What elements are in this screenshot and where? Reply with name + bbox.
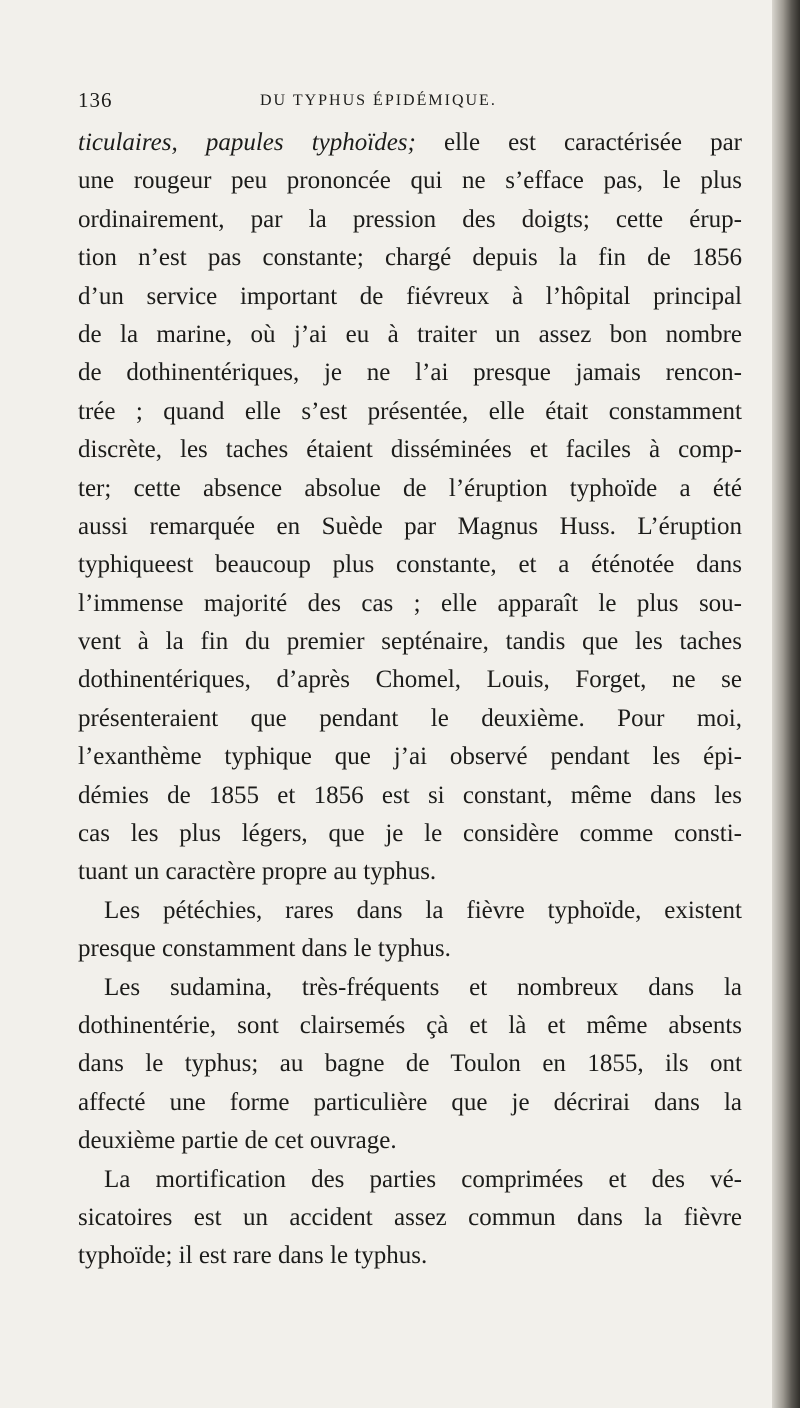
running-title: DU TYPHUS ÉPIDÉMIQUE. [260,92,497,109]
text-line: vent à la fin du premier septénaire, tandis que les taches [78,628,742,656]
page-number: 136 [78,88,113,112]
text-line: typhiqueest beaucoup plus constante, et a éténotée dans [78,551,742,579]
body-text [78,124,742,1276]
text-line: présenteraient que pendant le deuxième. Pour moi, [78,704,742,732]
text-line: de dothinentériques, je ne l’ai presque jamais rencon- [78,359,742,387]
text-line: tion n’est pas constante; chargé depuis la fin de 1856 [78,244,742,272]
text-line: deuxième partie de cet ouvrage. [78,1127,397,1155]
text-line: La mortification des parties comprimées et des vé- [104,1165,742,1193]
text-line: dothinentériques, d’après Chomel, Louis, Forget, ne se [78,666,742,694]
text-line: démies de 1855 et 1856 est si constant, même dans les [78,781,742,809]
italic-phrase: ticulaires, papules typhoïdes; [78,129,416,156]
text-line: ter; cette absence absolue de l’éruption typhoïde a été [78,474,742,502]
text-line: dans le typhus; au bagne de Toulon en 1855, ils ont [78,1050,742,1078]
text-line: typhoïde; il est rare dans le typhus. [78,1242,428,1270]
text-line: cas les plus légers, que je le considère comme consti- [78,820,742,848]
text-line: presque constamment dans le typhus. [78,935,451,963]
text-line: dothinentérie, sont clairsemés çà et là et même absents [78,1011,742,1039]
running-head [78,88,778,122]
text-line [78,124,742,162]
text-line: discrète, les taches étaient disséminées et faciles à comp- [78,436,742,464]
book-spine-shadow [772,0,800,1408]
text-line: d’un service important de fiévreux à l’hôpital principal [78,282,742,310]
text-line: Les sudamina, très-fréquents et nombreux dans la [104,973,742,1001]
text-line: sicatoires est un accident assez commun dans la fièvre [78,1203,742,1231]
text-line: ordinairement, par la pression des doigts; cette érup- [78,205,742,233]
text-line: l’exanthème typhique que j’ai observé pendant les épi- [78,743,742,771]
text-line: tuant un caractère propre au typhus. [78,858,437,886]
text-line: Les pétéchies, rares dans la fièvre typhoïde, existent [104,896,742,924]
line-text: elle est caractérisée par [415,129,742,156]
text-line: trée ; quand elle s’est présentée, elle était constamment [78,397,742,425]
text-line: l’immense majorité des cas ; elle apparaît le plus sou- [78,589,742,617]
text-line: aussi remarquée en Suède par Magnus Huss. L’éruption [78,512,742,540]
text-line: une rougeur peu prononcée qui ne s’efface pas, le plus [78,167,742,195]
text-line: affecté une forme particulière que je décrirai dans la [78,1088,742,1116]
text-line: de la marine, où j’ai eu à traiter un assez bon nombre [78,320,742,348]
